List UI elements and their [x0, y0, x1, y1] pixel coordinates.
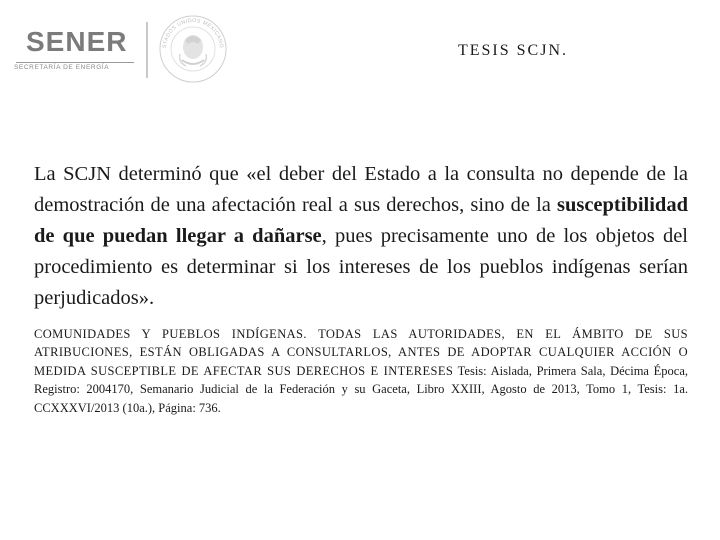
mexico-seal-icon — [158, 14, 228, 84]
quote-text-start: La SCJN determinó que «el deber del Estado a la consulta no depende de la demostración de una afectación real a sus derechos, sino de la — [34, 162, 688, 216]
citation-paragraph — [34, 325, 688, 418]
logo-rule — [16, 62, 134, 63]
sener-logo — [10, 24, 136, 74]
header-divider — [146, 22, 148, 78]
quote-text-end: , pues precisamente uno de los objetos del procedimiento es determinar si los intereses de los pueblos indígenas serían perjudicados». — [34, 224, 688, 309]
logo-name: SENER — [26, 26, 128, 57]
page-title: TESIS SCJN. — [457, 42, 568, 59]
citation-heading: COMUNIDADES Y PUEBLOS INDÍGENAS. TODAS LAS AUTORIDADES, EN EL ÁMBITO DE SUS ATRIBUCIONES, ESTÁN OBLIGADAS A CONSULTARLOS, ANTES DE ADOPTAR CUALQUIER ACCIÓN O MEDIDA SUSCEPTIBLE DE AFECTAR SUS DERECHOS E INTERESES — [34, 326, 688, 378]
logo-subtitle: SECRETARÍA DE ENERGÍA — [14, 64, 110, 71]
seal-text: STADOS UNIDOS MEXICANO — [161, 17, 225, 49]
quote-paragraph — [34, 159, 688, 314]
quote-emphasis: susceptibilidad de que puedan llegar a dañarse — [34, 193, 688, 247]
citation-details: Tesis: Aislada, Primera Sala, Décima Época, Registro: 2004170, Semanario Judicial de la Federación y su Gaceta, Libro XXIII, Agosto de 2013, Tomo 1, Tesis: 1a. CCXXXVI/2013 (10a.), Página: 736. — [34, 363, 688, 415]
